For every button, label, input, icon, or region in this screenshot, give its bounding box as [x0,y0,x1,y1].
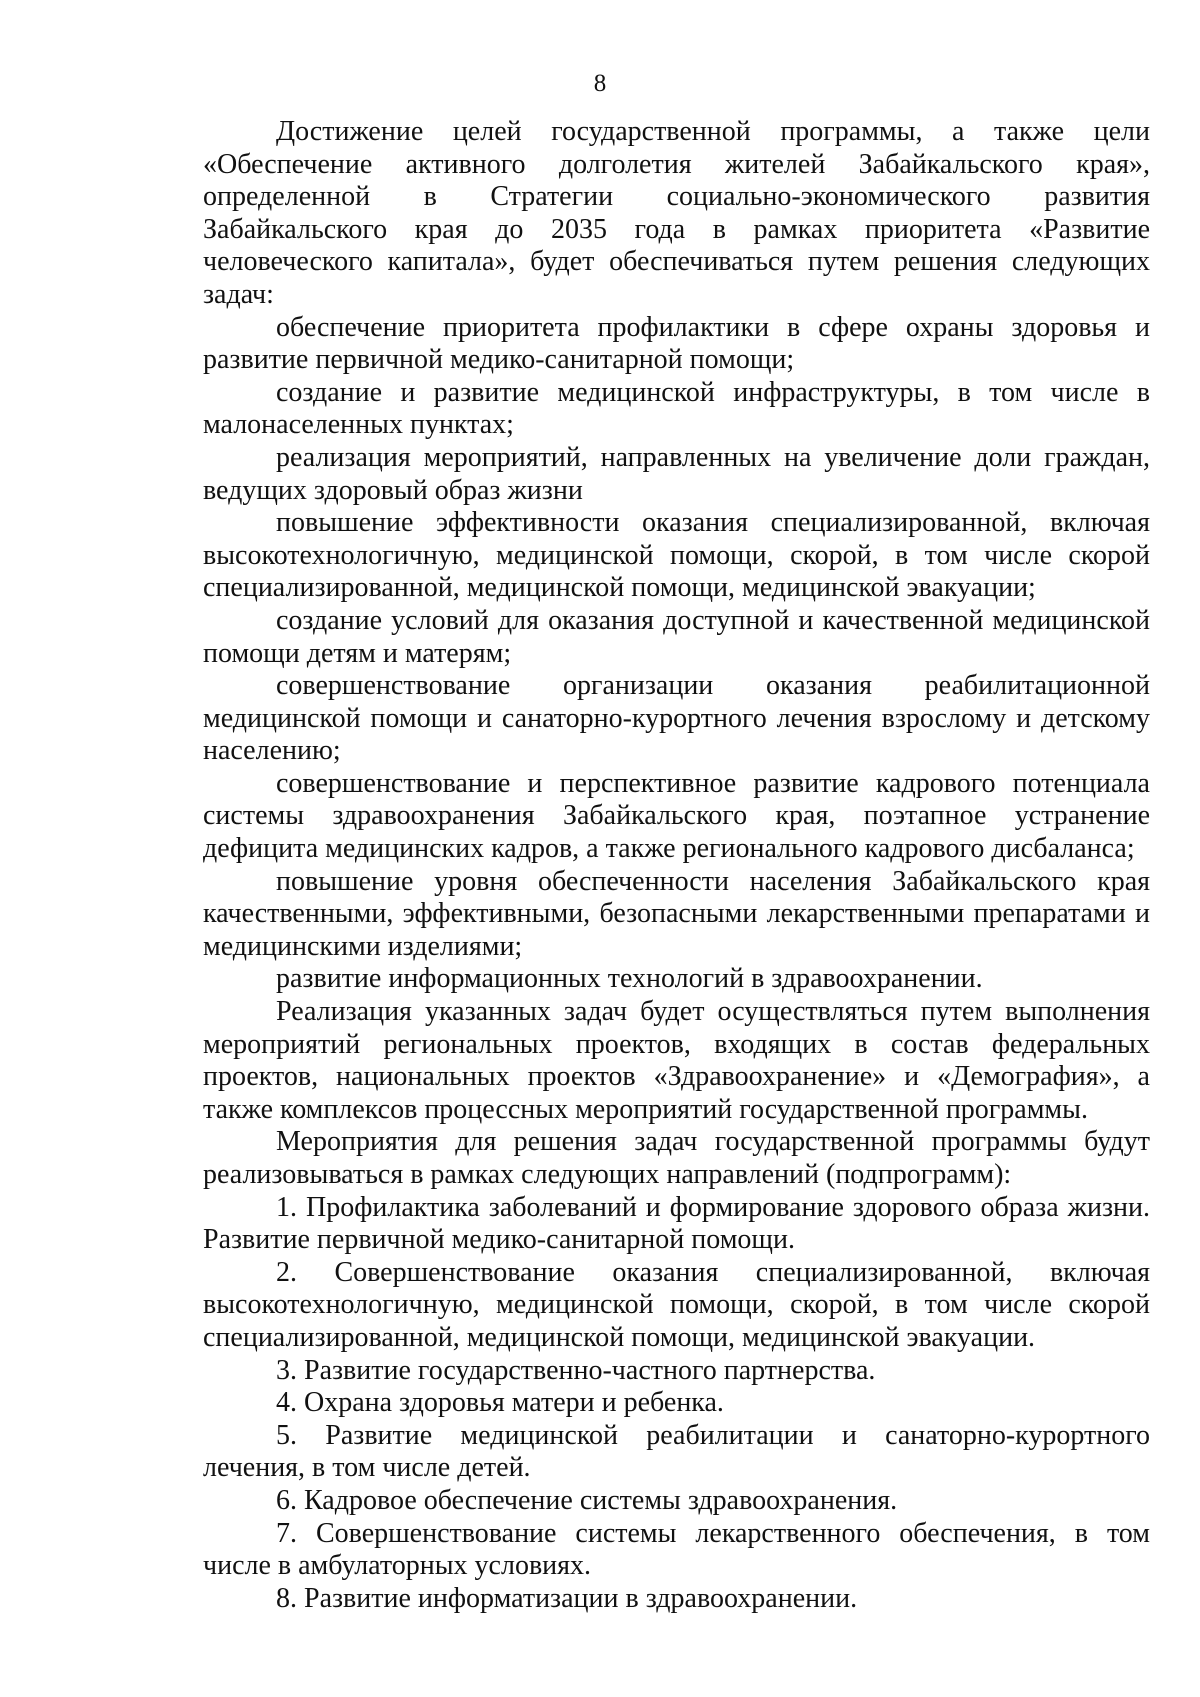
subprogram-item-8: 8. Развитие информатизации в здравоохранении. [276,1582,858,1614]
paragraph-directions: Мероприятия для решения задач государственной программы будут реализовываться в рамках следующих направлений (подпрограмм): [203,1126,1150,1190]
task-item: обеспечение приоритета профилактики в сфере охраны здоровья и развитие первичной медико-санитарной помощи; [203,311,1150,376]
paragraph-implementation: Реализация указанных задач будет осуществляться путем выполнения мероприятий региональных проектов, входящих в состав федеральных проектов, национальных проектов «Здравоохранение» и «Демография», а также комплексов процессных мероприятий государственной программы. [203,996,1150,1125]
task-item: реализация мероприятий, направленных на увеличение доли граждан, ведущих здоровый образ жизни [203,441,1150,506]
subprogram-item-1: 1. Профилактика заболеваний и формирование здорового образа жизни. Развитие первичной медико-санитарной помощи. [203,1191,1150,1256]
task-item: совершенствование организации оказания реабилитационной медицинской помощи и санаторно-курортного лечения взрослому и детскому населению; [203,670,1150,767]
task-item: создание и развитие медицинской инфраструктуры, в том числе в малонаселенных пунктах; [203,376,1150,441]
paragraph-intro: Достижение целей государственной программы, а также цели «Обеспечение активного долголетия жителей Забайкальского края», определенной в Стратегии социально-экономического развития Забайкальского края до 2035 года в рамках приоритета «Развитие человеческого капитала», будет обеспечиваться путем решения следующих задач: [203,116,1150,310]
subprogram-item-5: 5. Развитие медицинской реабилитации и санаторно-курортного лечения, в том числе детей. [203,1419,1150,1484]
subprogram-item-4: 4. Охрана здоровья матери и ребенка. [276,1387,724,1419]
subprogram-item-2: 2. Совершенствование оказания специализированной, включая высокотехнологичную, медицинской помощи, скорой, в том числе скорой специализированной, медицинской помощи, медицинской эвакуации. [203,1256,1150,1353]
page-number: 8 [593,70,607,97]
subprogram-item-6: 6. Кадровое обеспечение системы здравоохранения. [276,1484,898,1516]
task-item: создание условий для оказания доступной и качественной медицинской помощи детям и матерям; [203,604,1150,669]
subprogram-item-7: 7. Совершенствование системы лекарственного обеспечения, в том числе в амбулаторных условиях. [203,1517,1150,1582]
subprogram-item-3: 3. Развитие государственно-частного партнерства. [276,1354,876,1386]
task-item: развитие информационных технологий в здравоохранении. [276,963,983,995]
task-item: повышение эффективности оказания специализированной, включая высокотехнологичную, медицинской помощи, скорой, в том числе скорой специализированной, медицинской помощи, медицинской эвакуации; [203,507,1150,604]
document-body [203,116,1150,1615]
task-item: повышение уровня обеспеченности населения Забайкальского края качественными, эффективными, безопасными лекарственными препаратами и медицинскими изделиями; [203,865,1150,962]
task-item: совершенствование и перспективное развитие кадрового потенциала системы здравоохранения Забайкальского края, поэтапное устранение дефицита медицинских кадров, а также регионального кадрового дисбаланса; [203,767,1150,865]
